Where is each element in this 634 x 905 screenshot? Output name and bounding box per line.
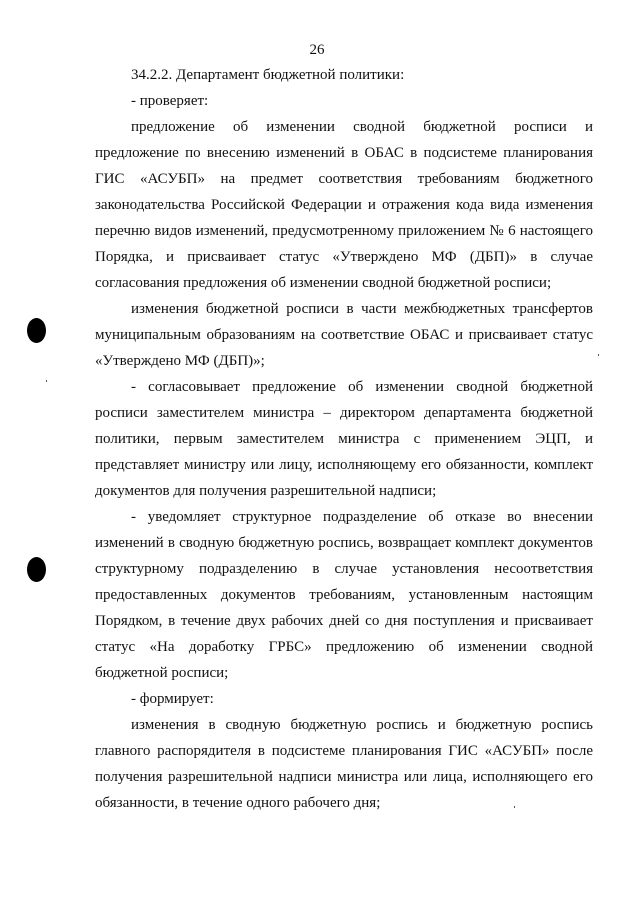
list-item-forms: - формирует: <box>131 691 214 707</box>
list-item-notifies: - уведомляет структурное подразделение об отказе во внесении изменений в сводную бюджетную роспись, возвращает комплект документов структурному подразделению в случае установления несоответствия предоставленных документов требованиям, установленным настоящим Порядком, в течение двух рабочих дней со дня поступления и присваивает статус «На доработку ГРБС» предложению об изменении сводной бюджетной росписи; <box>95 509 593 681</box>
section-heading: 34.2.2. Департамент бюджетной политики: <box>131 67 405 83</box>
scan-speck <box>598 354 599 356</box>
document-body <box>95 62 593 816</box>
paragraph: предложение об изменении сводной бюджетной росписи и предложение по внесению изменений в ОБАС в подсистеме планирования ГИС «АСУБП» на предмет соответствия требованиям бюджетного законодательства Российской Федерации и отражения кода вида изменения перечню видов изменений, предусмотренному приложением № 6 настоящего Порядка, и присваивает статус «Утверждено МФ (ДБП)» в случае согласования предложения об изменении сводной бюджетной росписи; <box>95 119 593 291</box>
paragraph: изменения в сводную бюджетную роспись и бюджетную роспись главного распорядителя в подсистеме планирования ГИС «АСУБП» после получения разрешительной надписи министра или лица, исполняющего его обязанности, в течение одного рабочего дня; <box>95 717 593 811</box>
list-item-approves: - согласовывает предложение об изменении сводной бюджетной росписи заместителем министра – директором департамента бюджетной политики, первым заместителем министра с применением ЭЦП, и представляет министру или лицу, исполняющему его обязанности, комплект документов для получения разрешительной надписи; <box>95 379 593 499</box>
list-item-checks: - проверяет: <box>131 93 209 109</box>
page-number: 26 <box>309 42 325 58</box>
punch-hole-mark <box>27 557 46 582</box>
punch-hole-mark <box>27 318 46 343</box>
scan-speck <box>46 380 47 382</box>
paragraph: изменения бюджетной росписи в части межбюджетных трансфертов муниципальным образованиям на соответствие ОБАС и присваивает статус «Утверждено МФ (ДБП)»; <box>95 301 593 369</box>
